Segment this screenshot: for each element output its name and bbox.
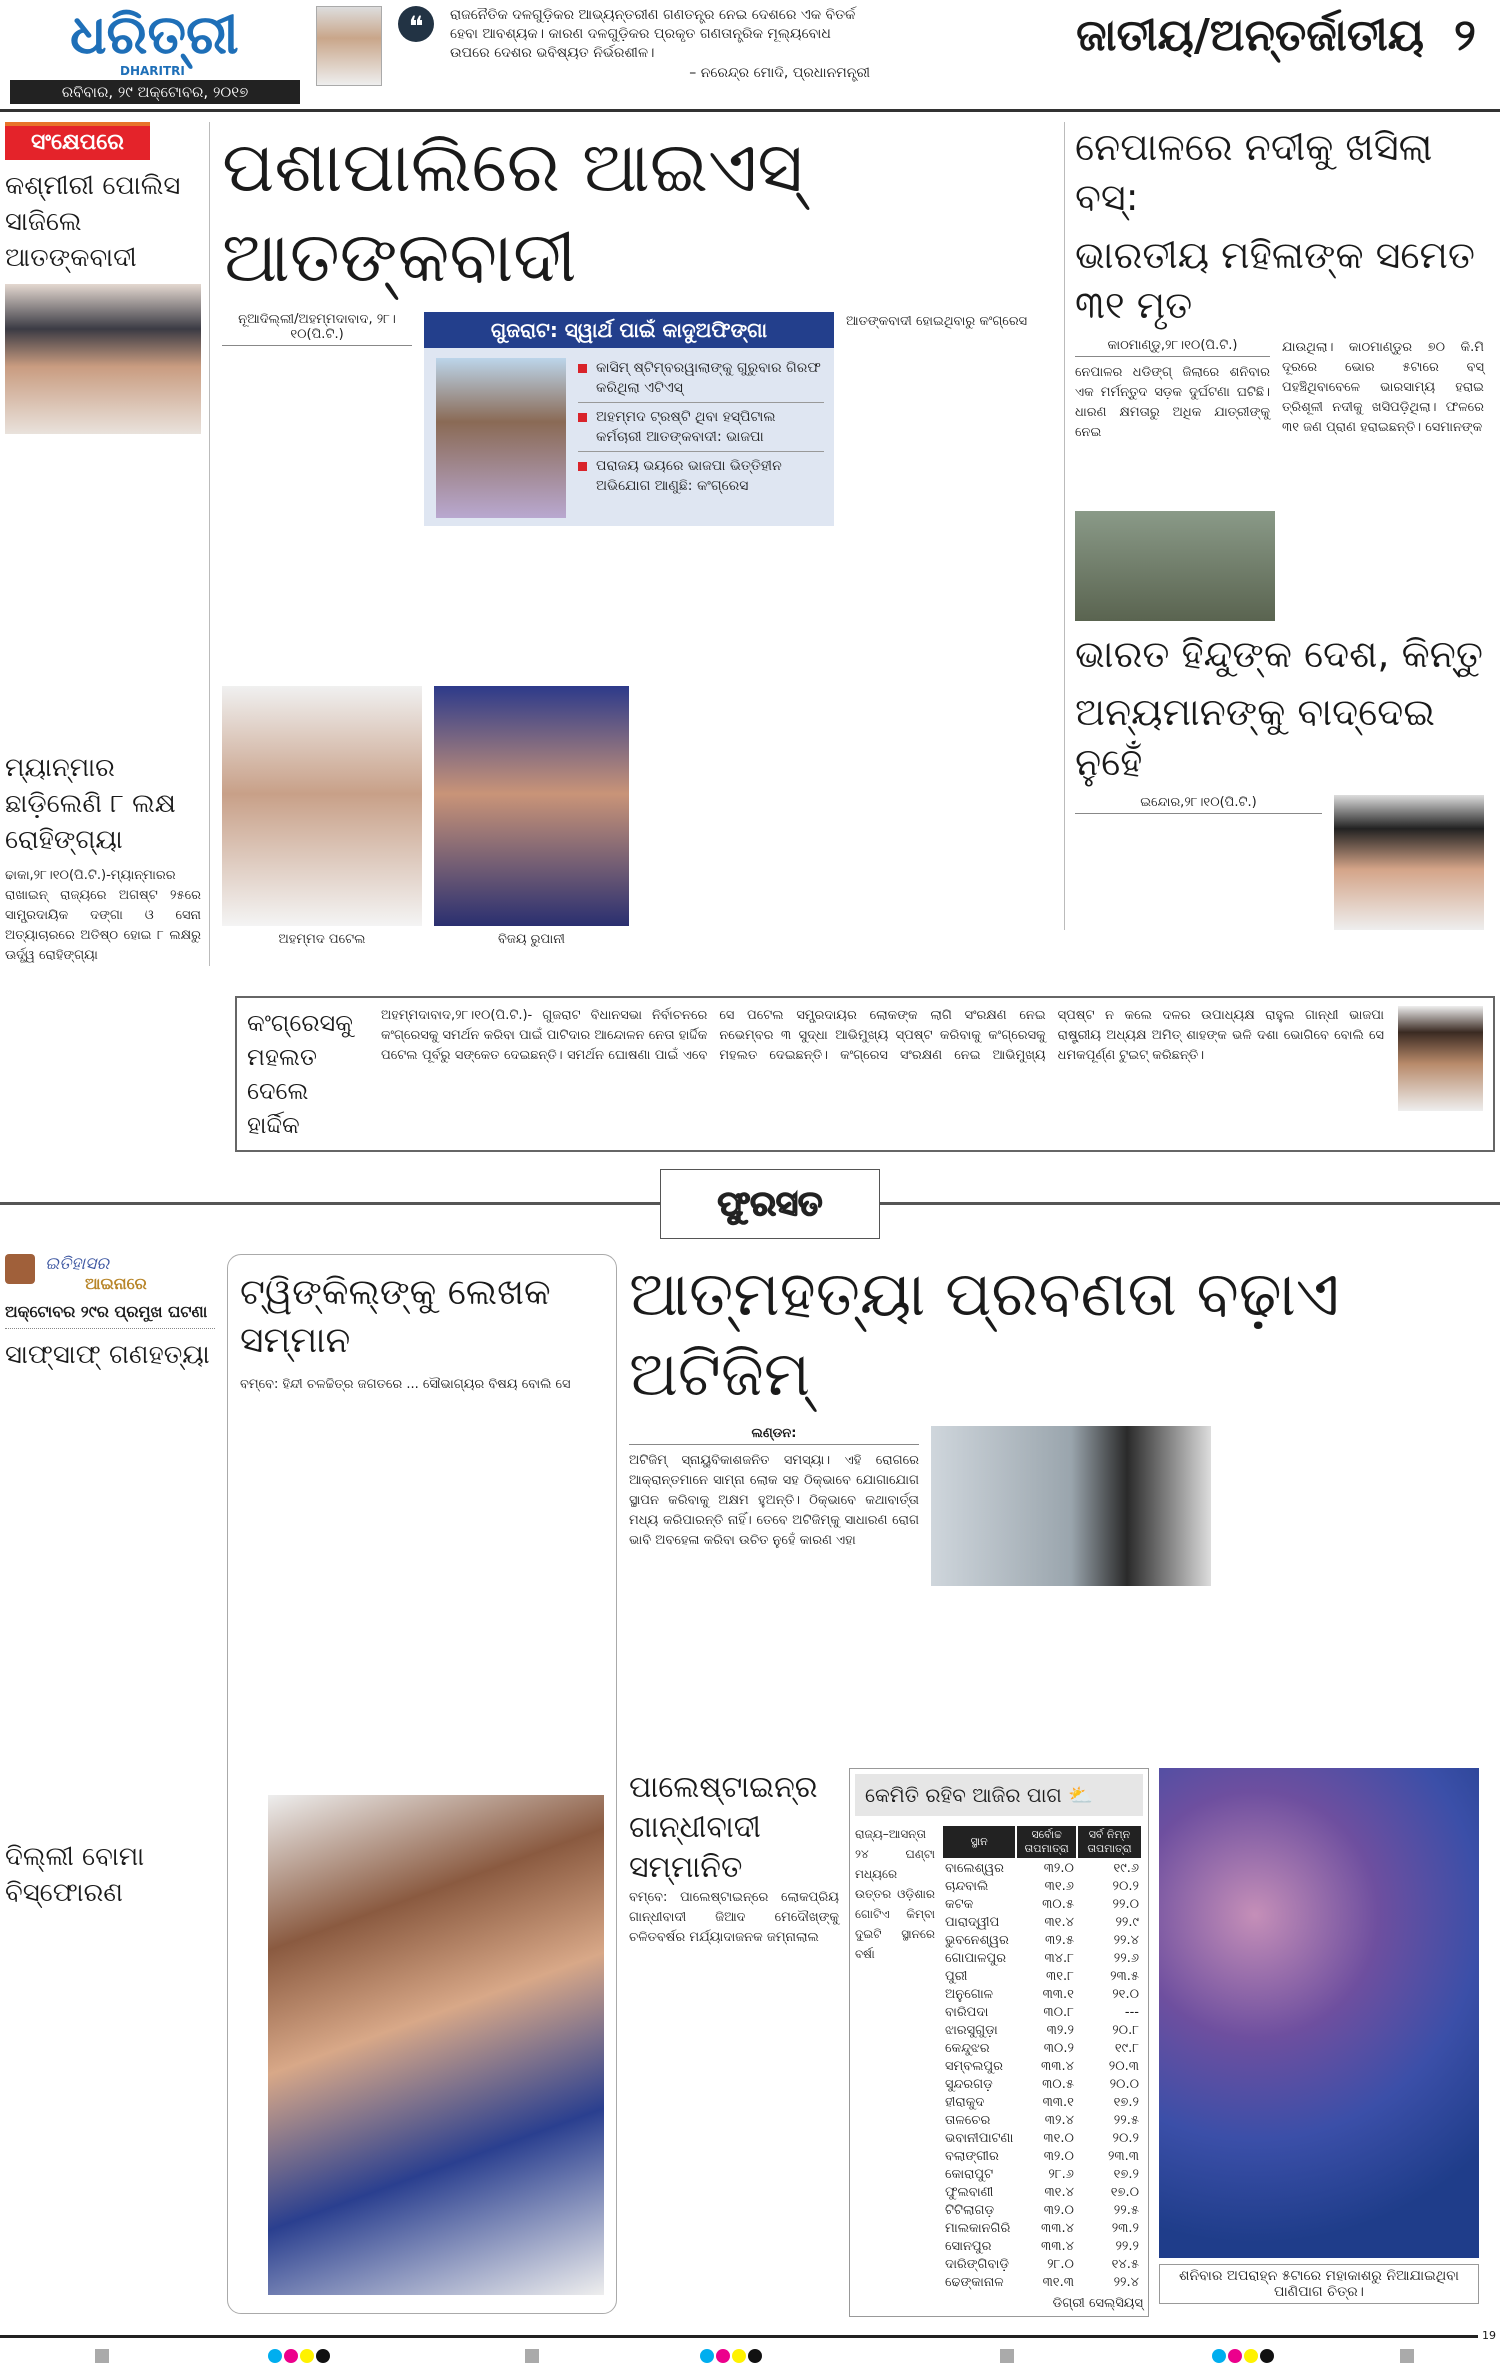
- place-cell: ତାଳଚେର: [945, 2113, 991, 2128]
- rss-chief-photo: [1334, 795, 1484, 930]
- temperature-cell: ୨୩.୫: [1110, 1969, 1139, 1984]
- magenta-dot: [1228, 2349, 1242, 2363]
- palestine-story: [629, 1768, 839, 1948]
- temperature-cell: ୨୨.୪: [1113, 2275, 1139, 2290]
- temperature-cell: ୨୦.୨: [1112, 1879, 1139, 1894]
- table-row: [942, 2040, 1142, 2058]
- lead-body: ଆତଙ୍କବାଦୀ ହୋଇଥିବାରୁ କଂଗ୍ରେସ: [846, 314, 1028, 329]
- satellite-caption: ଶନିବାର ଅପରାହ୍ନ ୫ଟାରେ ମହାକାଶରୁ ନିଆଯାଇଥିବା ପାଣିପାଗ ଚିତ୍ର।: [1159, 2264, 1479, 2304]
- magenta-dot: [716, 2349, 730, 2363]
- table-row: [942, 2076, 1142, 2094]
- quote-icon: ❝: [398, 6, 434, 42]
- temperature-cell: ୩୧.୪: [1044, 2185, 1074, 2200]
- caption: ଅହମ୍ମଦ ପଟେଲ: [278, 932, 366, 947]
- nepal-headline-2: ଭାରତୀୟ ମହିଳାଙ୍କ ସମେତ ୩୧ ମୃତ: [1075, 233, 1475, 327]
- autism-text: [629, 1426, 919, 1551]
- brief-headline-1: କଶ୍ମୀରୀ ପୋଲିସ ସାଜିଲେ ଆତଙ୍କବାଦୀ: [5, 171, 181, 273]
- black-dot: [316, 2349, 330, 2363]
- temperature-cell: ୨୦.୩: [1108, 2059, 1139, 2074]
- table-row: [942, 1859, 1142, 1878]
- place-cell: ଟିଟିଲାଗଡ଼: [945, 2203, 995, 2218]
- temperature-cell: ୩୨.୦: [1043, 1861, 1074, 1876]
- bottom-section: [0, 1244, 1500, 2317]
- table-row: [942, 2130, 1142, 2148]
- hindu-row: [1075, 795, 1484, 930]
- weather-title-text: କେମିତି ରହିବ ଆଜିର ପାଗ: [865, 1783, 1062, 1807]
- brief-tag: ସଂକ୍ଷେପରେ: [5, 122, 150, 160]
- history-label-2: ଆଇନାରେ: [85, 1274, 147, 1293]
- temperature-cell: ୨୦.୮: [1112, 2023, 1139, 2038]
- col-header: ସ୍ଥାନ: [942, 1825, 1016, 1859]
- weather-box: [849, 1768, 1149, 2317]
- temperature-cell: ୨୨.୨: [1115, 2239, 1139, 2254]
- temperature-cell: ୩୩.୧: [1042, 1987, 1074, 2002]
- right-column: [1064, 122, 1484, 930]
- vijay-rupani-figure: [434, 686, 629, 947]
- temperature-cell: ୨୩.୩: [1107, 2149, 1139, 2164]
- autism-body: ଅଟିଜିମ୍ ସ୍ନାୟୁବିକାଶଜନିତ ସମସ୍ୟା। ଏହି ରୋଗରେ ଆକ୍ରାନ୍ତମାନେ ସାମ୍ନା ଲୋକ ସହ ଠିକ୍‌ଭାବେ ଯୋଗାଯୋଗ ସ୍ଥାପନ କରିବାକୁ ଅକ୍ଷମ ହୁଅନ୍ତି। ଠିକ୍‌ଭାବେ କଥାବାର୍ତ୍ତା ମଧ୍ୟ କରିପାରନ୍ତି ନାହିଁ। ତେବେ ଅଟିଜିମ୍‌କୁ ସାଧାରଣ ରୋଗ ଭାବି ଅବହେଳା କରିବା ଉଚିତ ନୁହେଁ କାରଣ ଏହା: [629, 1453, 919, 1548]
- temperature-cell: ୨୦.୦: [1109, 2077, 1139, 2092]
- page-number: ୨: [1454, 10, 1476, 61]
- yellow-dot: [732, 2349, 746, 2363]
- autism-photo: [931, 1426, 1211, 1586]
- temperature-cell: ୩୨.୫: [1045, 1933, 1074, 1948]
- autism-row: [629, 1426, 1484, 1586]
- nepal-body-2: ଯାଉଥିଲା। କାଠମାଣ୍ଡୁର ୭୦ କି.ମି ଦୂରରେ ଭୋର ୫ଟାରେ ବସ୍ ପହଞ୍ଚିଥିବାବେଳେ ଭାରସାମ୍ୟ ହରାଇ ତ୍ରିଶୂଳୀ ନଦୀକୁ ଖସିପଡ଼ିଥିଲା। ଫଳରେ ୩୧ ଜଣ ପ୍ରାଣ ହରାଇଛନ୍ତି। ସେମାନଙ୍କ: [1282, 340, 1484, 435]
- temperature-cell: ୩୨.୪: [1044, 2113, 1074, 2128]
- section-divider-wrap: [0, 1164, 1500, 1244]
- twinkle-box: [227, 1254, 617, 2314]
- place-cell: ସୋନପୁର: [945, 2239, 992, 2254]
- autism-headline: ଆତ୍ମହତ୍ୟା ପ୍ରବଣତା ବଢ଼ାଏ ଅଟିଜିମ୍: [629, 1257, 1340, 1410]
- logo-block: [10, 3, 300, 104]
- top-section: [0, 112, 1500, 982]
- caption: ବିଜୟ ରୁପାନୀ: [497, 932, 566, 947]
- temperature-cell: ୧୪.୫: [1111, 2257, 1139, 2272]
- place-cell: ପୁରୀ: [945, 1969, 968, 1984]
- brief-headline-2: ମ୍ୟାନ୍‌ମାର ଛାଡ଼ିଲେଣି ୮ ଲକ୍ଷ ରୋହିଙ୍ଗ୍ୟା: [5, 753, 176, 855]
- ahmed-patel-photo: [222, 686, 422, 926]
- temperature-cell: ---: [1124, 2005, 1139, 2020]
- lead-photos: [222, 686, 1052, 947]
- temperature-cell: ୩୩.୪: [1041, 2059, 1074, 2074]
- twinkle-headline: ଟ୍ୱିଙ୍କିଲ୍‌ଙ୍କୁ ଲେଖକ ସମ୍ମାନ: [240, 1272, 551, 1361]
- quote-block: [450, 6, 870, 81]
- table-row: [942, 1878, 1142, 1896]
- temperature-cell: ୩୦.୮: [1043, 2005, 1074, 2020]
- history-spacer: [5, 1381, 215, 1831]
- palestine-headline: ପାଲେଷ୍ଟାଇନ୍‌ର ଗାନ୍ଧୀବାଦୀ ସମ୍ମାନିତ: [629, 1770, 818, 1885]
- table-row: [942, 1896, 1142, 1914]
- hindu-headline-1: ଭାରତ ହିନ୍ଦୁଙ୍କ ଦେଶ, କିନ୍ତୁ: [1075, 632, 1483, 676]
- table-row: [942, 2166, 1142, 2184]
- magenta-dot: [284, 2349, 298, 2363]
- place-cell: ଫୁଲବାଣୀ: [945, 2185, 994, 2200]
- autism-dateline: ଲଣ୍ଡନ:: [629, 1426, 919, 1445]
- history-subtitle: ଅକ୍ଟୋବର ୨୯ର ପ୍ରମୁଖ ଘଟଣା: [5, 1302, 215, 1329]
- gujarat-box-title: ଗୁଜରାଟ: ସ୍ୱାର୍ଥ ପାଇଁ କାଦୁଅଫିଙ୍ଗା: [424, 312, 834, 348]
- temperature-cell: ୨୨.୫: [1113, 2203, 1139, 2218]
- temperature-cell: ୩୦.୨: [1043, 2041, 1074, 2056]
- table-row: [942, 2202, 1142, 2220]
- feature-column: [629, 1254, 1484, 2317]
- table-row: [942, 2112, 1142, 2130]
- weather-content: [855, 1824, 1143, 2292]
- black-dot: [748, 2349, 762, 2363]
- masthead: [0, 0, 1500, 112]
- temperature-cell: ୨୨.୫: [1113, 2113, 1139, 2128]
- weather-forecast: ରାଜ୍ୟ–ଆସନ୍ତା ୨୪ ଘଣ୍ଟା ମଧ୍ୟରେ ଉତ୍ତର ଓଡ଼ିଶାର ଗୋଟିଏ କିମ୍ବା ଦୁଇଟି ସ୍ଥାନରେ ବର୍ଷା: [855, 1827, 935, 1961]
- temperature-cell: ୧୯.୬: [1113, 1861, 1139, 1876]
- brief-body-2: ଢାକା,୨୮।୧୦(ପି.ଟି.)-ମ୍ୟାନ୍‌ମାରର ରାଖାଇନ୍ ରାଜ୍ୟରେ ଅଗଷ୍ଟ ୨୫ରେ ସାମ୍ପ୍ରଦାୟିକ ଦଙ୍ଗା ଓ ସେନା ଅତ୍ୟାଚାରରେ ଅତିଷ୍ଠ ହୋଇ ୮ ଲକ୍ଷରୁ ଊର୍ଦ୍ଧ୍ୱ ରୋହିଙ୍ଗ୍ୟା: [5, 868, 201, 963]
- temperature-cell: ୨୨.୪: [1113, 1933, 1139, 1948]
- temperature-cell: ୩୩.୧: [1042, 2095, 1074, 2110]
- temperature-cell: ୨୮.୦: [1047, 2257, 1074, 2272]
- nepal-dateline: କାଠମାଣ୍ଡୁ,୨୮।୧୦(ପି.ଟି.): [1075, 338, 1270, 357]
- cyan-dot: [1212, 2349, 1226, 2363]
- weather-row: [629, 1768, 1484, 2317]
- palestine-body: ବମ୍ବେ: ପାଲେଷ୍ଟାଇନ୍‌ରେ ଲୋକପ୍ରିୟ ଗାନ୍ଧୀବାଦୀ ଜିଆଦ ମେଦୌଖ୍‌ଙ୍କୁ ଚଳିତବର୍ଷର ମର୍ଯ୍ୟାଦାଜନକ ଜମ୍‌ନାଲାଲ: [629, 1890, 839, 1945]
- place-cell: ଦାରିଙ୍ଗିବାଡ଼ି: [945, 2257, 1009, 2272]
- registration-mark: [1000, 2349, 1014, 2363]
- twinkle-photo: [268, 1795, 604, 2295]
- history-label-text: [45, 1254, 147, 1294]
- nepal-headline-1: ନେପାଳରେ ନଦୀକୁ ଖସିଲା ବସ୍:: [1075, 125, 1433, 219]
- hardik-photo: [1398, 1006, 1483, 1111]
- bullet: ପରାଜୟ ଭୟରେ ଭାଜପା ଭିତ୍ତିହୀନ ଅଭିଯୋଗ ଆଣୁଛି: କଂଗ୍ରେସ: [578, 456, 824, 500]
- temperature-cell: ୩୦.୫: [1042, 2077, 1074, 2092]
- twinkle-body: ବମ୍ବେ: ହିନ୍ଦୀ ଚଳଚ୍ଚିତ୍ର ଜଗତରେ ... ସୌଭାଗ୍ୟର ବିଷୟ ବୋଲି ସେ: [240, 1377, 571, 1392]
- lead-column: [222, 122, 1052, 947]
- registration-mark: [1400, 2349, 1414, 2363]
- temperature-cell: ୩୨.୨: [1046, 2023, 1074, 2038]
- lead-row: [222, 312, 1052, 526]
- lead-headline: ପଶାପାଲିରେ ଆଇଏସ୍ ଆତଙ୍କବାଦୀ: [222, 126, 803, 298]
- hindu-headline-2: ଅନ୍ୟମାନଙ୍କୁ ବାଦ୍‌ଦେଇ ନୁହେଁ: [1075, 690, 1435, 784]
- place-cell: ଚାନ୍ଦବାଲି: [945, 1879, 989, 1894]
- brief-column: [5, 122, 210, 966]
- temperature-cell: ୧୭.୨: [1113, 2167, 1139, 2182]
- temperature-cell: ୨୧.୦: [1112, 1987, 1139, 2002]
- place-cell: ପାରାଦ୍ୱୀପ: [945, 1915, 1000, 1930]
- brief-spacer: [5, 442, 201, 742]
- gujarat-box-inner: [424, 348, 834, 518]
- temperature-cell: ୨୮.୬: [1048, 2167, 1074, 2182]
- nepal-body: ନେପାଳର ଧଡିଙ୍ଗ୍ ଜିଲାରେ ଶନିବାର ଏକ ମର୍ମନ୍ତୁଦ ସଡ଼କ ଦୁର୍ଘଟଣା ଘଟିଛି। ଧାରଣ କ୍ଷମତାରୁ ଅଧିକ ଯାତ୍ରୀଙ୍କୁ ନେଇ: [1075, 365, 1270, 440]
- table-row: [942, 1950, 1142, 1968]
- place-cell: ସୁନ୍ଦରଗଡ଼: [945, 2077, 993, 2092]
- temperature-unit: ଡିଗ୍ରୀ ସେଲ୍‌ସିୟସ୍: [1052, 2296, 1143, 2311]
- ahmed-patel-figure: [222, 686, 422, 947]
- nepal-col-1: [1075, 338, 1270, 443]
- place-cell: ବାଲେଶ୍ୱର: [945, 1861, 1004, 1876]
- quote-text: ରାଜନୈତିକ ଦଳଗୁଡ଼ିକର ଆଭ୍ୟନ୍ତରୀଣ ଗଣତନ୍ତ୍ର ନେଇ ଦେଶରେ ଏକ ବିତର୍କ ହେବା ଆବଶ୍ୟକ। କାରଣ ଦଳଗୁଡ଼ିକର ପ୍ରକୃତ ଗଣତାନ୍ତ୍ରିକ ମୂଲ୍ୟବୋଧ ଉପରେ ଦେଶର ଭବିଷ୍ୟତ ନିର୍ଭରଶୀଳ।: [450, 7, 856, 61]
- cyan-dot: [268, 2349, 282, 2363]
- hardik-box: [235, 996, 1495, 1152]
- place-cell: ଢେଙ୍କାନାଳ: [945, 2275, 1004, 2290]
- table-row: [942, 2004, 1142, 2022]
- place-cell: ଗୋପାଳପୁର: [945, 1951, 1007, 1966]
- yellow-dot: [300, 2349, 314, 2363]
- section-title: ଜାତୀୟ/ଅନ୍ତର୍ଜାତୀୟ: [1076, 10, 1424, 61]
- nepal-columns: [1075, 338, 1484, 443]
- table-row: [942, 1968, 1142, 1986]
- temperature-cell: ୩୩.୪: [1041, 2239, 1074, 2254]
- temperature-cell: ୩୩.୪: [1041, 2221, 1074, 2236]
- footer-rule: [0, 2335, 1478, 2338]
- yellow-dot: [1244, 2349, 1258, 2363]
- temperature-cell: ୨୨.୦: [1112, 1897, 1139, 1912]
- temperature-cell: ୩୪.୮: [1044, 1951, 1074, 1966]
- vijay-rupani-photo: [434, 686, 629, 926]
- col-header: ସର୍ବ ନିମ୍ନ ତାପମାତ୍ରା: [1077, 1825, 1142, 1859]
- place-cell: ଭବାନୀପାଟଣା: [945, 2131, 1014, 2146]
- history-headline-2: ଦିଲ୍ଲୀ ବୋମା ବିସ୍ଫୋରଣ: [5, 1842, 145, 1908]
- bus-accident-photo: [1075, 511, 1275, 621]
- place-cell: ଅନୁଗୋଳ: [945, 1987, 994, 2002]
- place-cell: କୋରାପୁଟ: [945, 2167, 994, 2182]
- place-cell: ହୀରାକୁଦ: [945, 2095, 985, 2110]
- bullet-list: [578, 358, 824, 518]
- registration-mark: [525, 2349, 539, 2363]
- lead-dateline: ନୂଆଦିଲ୍ଲୀ/ଅହମ୍ମଦାବାଦ, ୨୮।୧୦(ପି.ଟି.): [222, 312, 412, 346]
- table-row: [942, 2238, 1142, 2256]
- temperature-cell: ୧୭.୦: [1110, 2185, 1139, 2200]
- suspect-photo: [436, 358, 566, 518]
- cyan-dot: [700, 2349, 714, 2363]
- table-row: [942, 1986, 1142, 2004]
- place-cell: ମାଲକାନଗିରି: [945, 2221, 1011, 2236]
- history-label-1: ଇତିହାସର: [45, 1254, 110, 1274]
- temperature-cell: ୩୧.୬: [1044, 1879, 1074, 1894]
- temperature-cell: ୩୧.୦: [1043, 2131, 1074, 2146]
- books-icon: [5, 1254, 35, 1284]
- temperature-cell: ୩୧.୪: [1044, 1915, 1074, 1930]
- table-row: [942, 2256, 1142, 2274]
- history-label: [5, 1254, 215, 1294]
- temperature-cell: ୨୨.୯: [1115, 1915, 1139, 1930]
- table-row: [942, 2220, 1142, 2238]
- temperature-cell: ୩୦.୫: [1042, 1897, 1074, 1912]
- history-headline-1: ସାଫ୍‌ସାଫ୍ ଗଣହତ୍ୟା: [5, 1340, 210, 1370]
- table-row: [942, 1932, 1142, 1950]
- table-row: [942, 2022, 1142, 2040]
- place-cell: ବଲାଙ୍ଗୀର: [945, 2149, 999, 2164]
- black-dot: [1260, 2349, 1274, 2363]
- temperature-cell: ୨୦.୨: [1112, 2131, 1139, 2146]
- logo: ଧରିତ୍ରୀ: [70, 3, 239, 66]
- gujarat-box: [424, 312, 834, 526]
- place-cell: କଟକ: [945, 1897, 974, 1912]
- lead-dateline-col: [222, 312, 412, 352]
- place-cell: ସମ୍ବଲପୁର: [945, 2059, 1003, 2074]
- temperature-cell: ୩୧.୩: [1042, 2275, 1074, 2290]
- logo-english: DHARITRI: [120, 64, 185, 78]
- hindu-text: [1075, 795, 1322, 820]
- table-row: [942, 1914, 1142, 1932]
- history-column: [5, 1254, 215, 1911]
- bullet: ଅହମ୍ମଦ ଟ୍ରଷ୍ଟି ଥିବା ହସ୍ପିଟାଲ କର୍ମଚାରୀ ଆତଙ୍କବାଦୀ: ଭାଜପା: [578, 407, 824, 452]
- twinkle-spacer: [240, 1405, 604, 1785]
- folio: 19: [1482, 2329, 1496, 2342]
- footer: [0, 2331, 1500, 2371]
- brief-photo: [5, 284, 201, 434]
- temperature-cell: ୨୨.୬: [1113, 1951, 1139, 1966]
- hardik-headline: କଂଗ୍ରେସକୁ ମହଲତ ଦେଲେ ହାର୍ଦ୍ଦିକ: [247, 1009, 353, 1139]
- table-row: [942, 2148, 1142, 2166]
- quote-portrait: [316, 6, 382, 86]
- temperature-cell: ୨୩.୨: [1111, 2221, 1139, 2236]
- hindu-dateline: ଇନ୍ଦୋର,୨୮।୧୦(ପି.ଟି.): [1075, 795, 1322, 814]
- bullet: କାସିମ୍ ଷ୍ଟିମ୍ବରୱାଲାଙ୍କୁ ଗୁରୁବାର ଗିରଫ କରିଥିଲା ଏଟିଏସ୍: [578, 358, 824, 403]
- temperature-cell: ୩୧.୮: [1046, 1969, 1074, 1984]
- temperature-cell: ୧୯.୮: [1114, 2041, 1139, 2056]
- table-row: [942, 2058, 1142, 2076]
- temperature-cell: ୩୨.୦: [1043, 2149, 1074, 2164]
- satellite-image: [1159, 1768, 1479, 2258]
- fursat-label: ଫୁରସତ: [660, 1169, 880, 1239]
- weather-title: [855, 1774, 1143, 1816]
- table-row: [942, 2184, 1142, 2202]
- table-row: [942, 2274, 1142, 2292]
- quote-attribution: – ନରେନ୍ଦ୍ର ମୋଦି, ପ୍ରଧାନମନ୍ତ୍ରୀ: [689, 65, 870, 81]
- place-cell: କେନ୍ଦୁଝର: [945, 2041, 990, 2056]
- issue-date: ରବିବାର, ୨୯ ଅକ୍ଟୋବର, ୨୦୧୭: [10, 80, 300, 104]
- place-cell: ବାରିପଦା: [945, 2005, 989, 2020]
- satellite-figure: [1159, 1768, 1479, 2304]
- sun-cloud-icon: ⛅: [1068, 1783, 1094, 1807]
- col-header: ସର୍ବୋଚ୍ଚ ତାପମାତ୍ରା: [1016, 1825, 1077, 1859]
- place-cell: ଝାରସୁଗୁଡ଼ା: [945, 2023, 998, 2038]
- place-cell: ଭୁବନେଶ୍ୱର: [945, 1933, 1009, 1948]
- temperature-cell: ୩୨.୦: [1043, 2203, 1074, 2218]
- table-row: [942, 2094, 1142, 2112]
- registration-mark: [95, 2349, 109, 2363]
- temperature-cell: ୧୭.୨: [1113, 2095, 1139, 2110]
- temperature-table: [941, 1824, 1143, 2292]
- hardik-body: ଅହମ୍ମଦାବାଦ,୨୮।୧୦(ପି.ଟି.)- ଗୁଜରାଟ ବିଧାନସଭା ନିର୍ବାଚନରେ କଂଗ୍ରେସକୁ ସମର୍ଥନ କରିବା ପାଇଁ ପାଟିଦାର ଆନ୍ଦୋଳନ ନେତା ହାର୍ଦ୍ଦିକ ପଟେଲ ପୂର୍ବରୁ ସଙ୍କେତ ଦେଇଛନ୍ତି। ସମର୍ଥନ ଘୋଷଣା ପାଇଁ ଏବେ ସେ ପଟେଲ ସମ୍ପ୍ରଦାୟର ଲୋକଙ୍କ ଲାଗି ସଂରକ୍ଷଣ ନେଇ ନଭେମ୍ବର ୩ ସୁଦ୍ଧା ଆଭିମୁଖ୍ୟ ସ୍ପଷ୍ଟ କରିବାକୁ କଂଗ୍ରେସକୁ ମହଲତ ଦେଇଛନ୍ତି। କଂଗ୍ରେସ ସଂରକ୍ଷଣ ନେଇ ଆଭିମୁଖ୍ୟ ସ୍ପଷ୍ଟ ନ କଲେ ଦଳର ଉପାଧ୍ୟକ୍ଷ ରାହୁଲ ଗାନ୍ଧୀ ଭାଜପା ରାଷ୍ଟ୍ରୀୟ ଅଧ୍ୟକ୍ଷ ଅମିତ୍ ଶାହଙ୍କ ଭଳି ଦଶା ଭୋଗିବେ ବୋଲି ସେ ଧମକପୂର୍ଣ୍ଣ ଟୁଇଟ୍ କରିଛନ୍ତି।: [381, 1008, 1384, 1063]
